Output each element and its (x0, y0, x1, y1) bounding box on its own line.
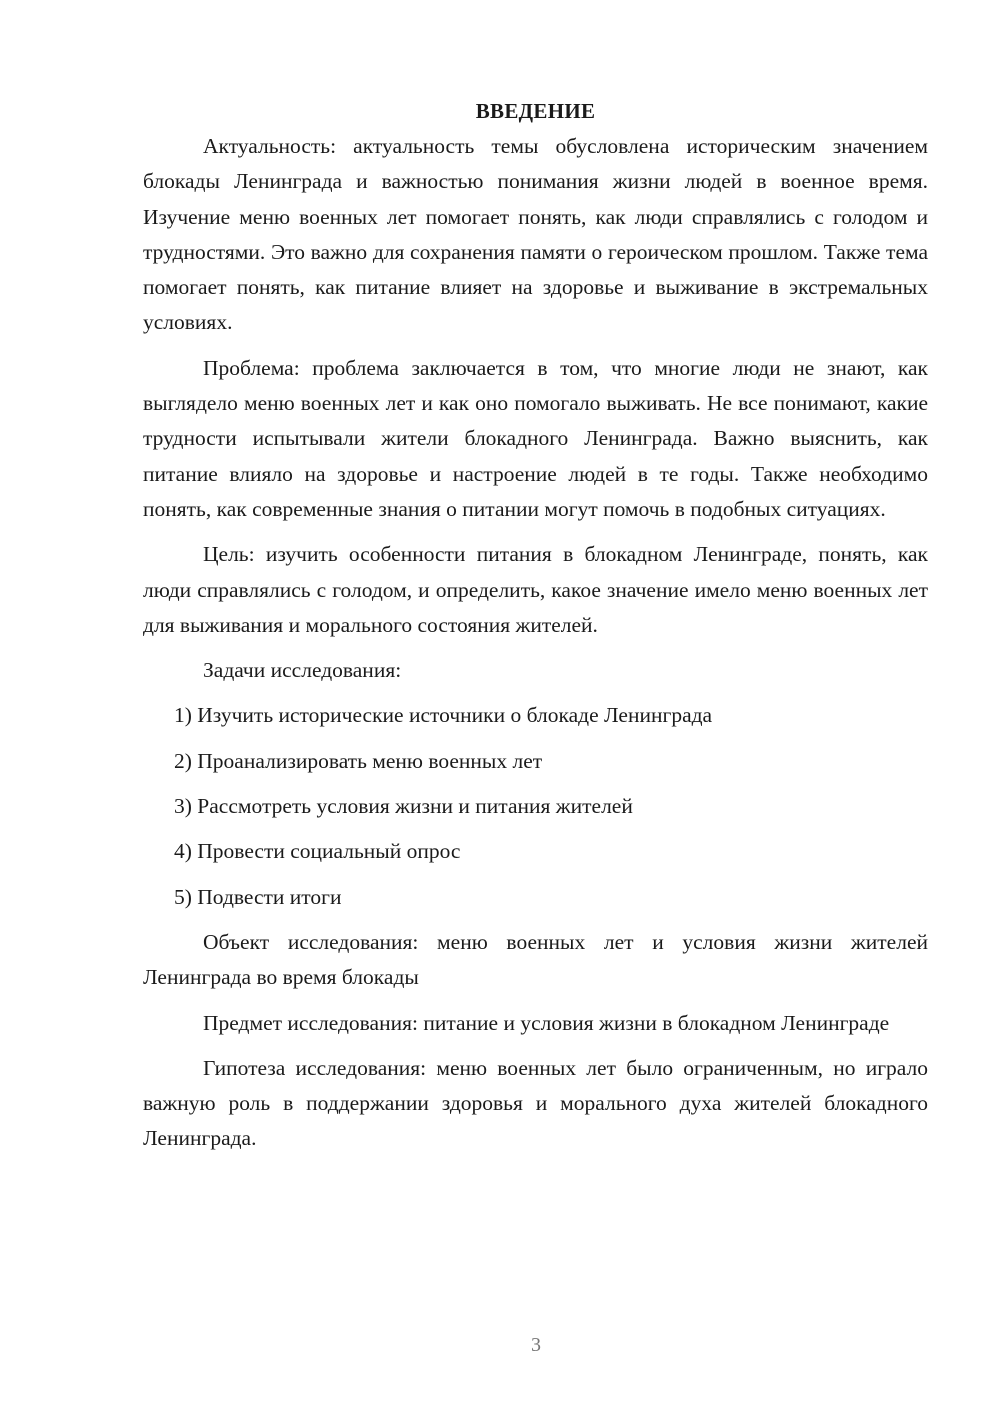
tasks-list (143, 698, 928, 914)
paragraph-subject: Предмет исследования: питание и условия жизни в блокадном Ленинграде (203, 1010, 890, 1035)
document-page (143, 96, 928, 1167)
list-item: 4) Провести социальный опрос (174, 839, 461, 864)
list-item: 5) Подвести итоги (174, 884, 342, 909)
list-item: 1) Изучить исторические источники о блокаде Ленинграда (174, 703, 713, 728)
paragraph-object: Объект исследования: меню военных лет и условия жизни жителей Ленинграда во время блокады (143, 929, 928, 990)
paragraph-relevance: Актуальность: актуальность темы обусловлена историческим значением блокады Ленинграда и важностью понимания жизни людей в военное время. Изучение меню военных лет помогает понять, как люди справлялись с голодом и трудностями. Это важно для сохранения памяти о героическом прошлом. Также тема помогает понять, как питание влияет на здоровье и выживание в экстремальных условиях. (143, 134, 928, 335)
list-item: 2) Проанализировать меню военных лет (174, 748, 543, 773)
page-number: 3 (531, 1334, 541, 1356)
paragraph-problem: Проблема: проблема заключается в том, что многие люди не знают, как выглядело меню военных лет и как оно помогало выживать. Не все понимают, какие трудности испытывали жители блокадного Ленинграда. Важно выяснить, как питание влияло на здоровье и настроение людей в те годы. Также необходимо понять, как современные знания о питании могут помочь в подобных ситуациях. (143, 355, 928, 521)
page-title: ВВЕДЕНИЕ (475, 99, 596, 123)
tasks-heading: Задачи исследования: (203, 658, 402, 683)
list-item: 3) Рассмотреть условия жизни и питания жителей (174, 794, 633, 819)
paragraph-goal: Цель: изучить особенности питания в блокадном Ленинграде, понять, как люди справлялись с голодом, и определить, какое значение имело меню военных лет для выживания и морального состояния жителей. (143, 542, 928, 637)
paragraph-hypothesis: Гипотеза исследования: меню военных лет было ограниченным, но играло важную роль в поддержании здоровья и морального духа жителей блокадного Ленинграда. (143, 1055, 928, 1151)
